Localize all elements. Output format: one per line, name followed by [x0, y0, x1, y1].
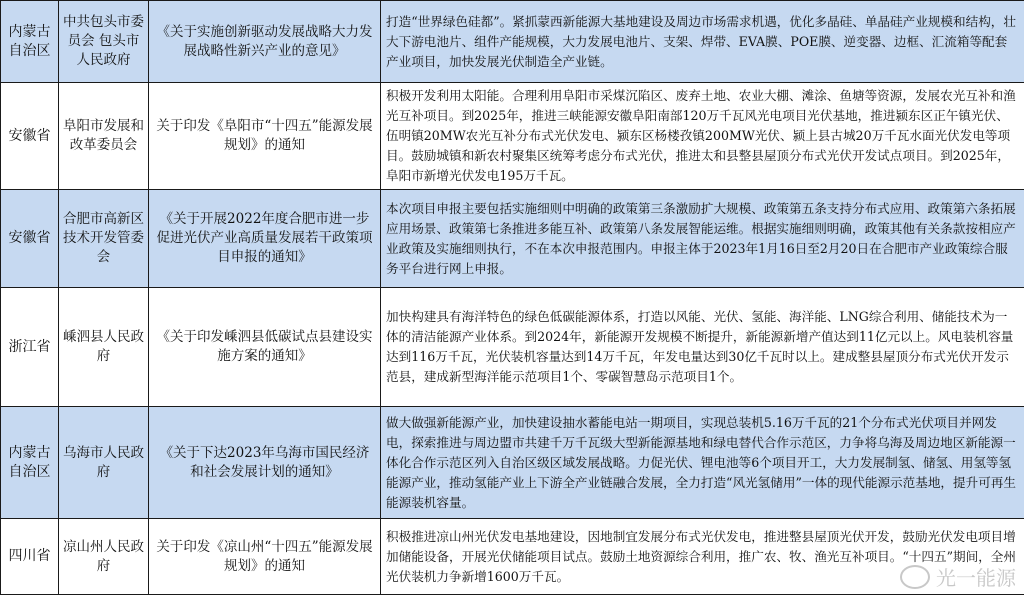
document-cell: 《关于开展2022年度合肥市进一步促进光伏产业高质量发展若干政策项目申报的通知》 [149, 190, 381, 288]
province-cell: 内蒙古自治区 [1, 407, 59, 519]
issuer-cell: 乌海市人民政府 [59, 407, 149, 519]
issuer-cell: 嵊泗县人民政府 [59, 288, 149, 407]
table-row [1, 1, 1024, 83]
province-cell: 内蒙古自治区 [1, 1, 59, 83]
weibo-icon [900, 565, 930, 589]
table-row [1, 519, 1024, 595]
watermark [900, 562, 1016, 591]
content-cell: 做大做强新能源产业，加快建设抽水蓄能电站一期项目，实现总装机5.16万千瓦的21个分布式光伏项目并网发电，探索推进与周边盟市共建千万千瓦级大型新能源基地和绿电替代合作示范区，力争将乌海及周边地区新能源一体化合作示范区列入自治区级区域发展战略。力促光伏、锂电池等6个项目开工，大力发展制氢、储氢、用氢等氢能源产业，推动氢能产业上下游全产业链融合发展，全力打造“风光氢储用”一体的现代能源示范基地，提升可再生能源装机容量。 [381, 407, 1024, 519]
content-cell: 积极推进凉山州光伏发电基地建设，因地制宜发展分布式光伏发电，推进整县屋顶光伏开发，鼓励光伏发电项目增加储能设备，开展光伏储能项目试点。鼓励土地资源综合利用，推广农、牧、渔光互补项目。“十四五”期间，全州光伏装机力争新增1600万千瓦。 [381, 519, 1024, 595]
document-cell: 关于印发《凉山州“十四五”能源发展规划》的通知 [149, 519, 381, 595]
content-cell: 加快构建具有海洋特色的绿色低碳能源体系，打造以风能、光伏、氢能、海洋能、LNG综合利用、储能技术为一体的清洁能源产业体系。到2024年，新能源开发规模不断提升，新能源新增产值达到11亿元以上。风电装机容量达到116万千瓦，光伏装机容量达到14万千瓦，年发电量达到30亿千瓦时以上。建成整县屋顶分布式光伏开发示范县，建成新型海洋能示范项目1个、零碳智慧岛示范项目1个。 [381, 288, 1024, 407]
table-row [1, 288, 1024, 407]
table-row [1, 83, 1024, 190]
issuer-cell: 凉山州人民政府 [59, 519, 149, 595]
province-cell: 安徽省 [1, 83, 59, 190]
province-cell: 四川省 [1, 519, 59, 595]
content-cell: 本次项目申报主要包括实施细则中明确的政策第三条激励扩大规模、政策第五条支持分布式应用、政策第六条拓展应用场景、政策第七条推进多能互补、政策第八条发展智能运维。根据实施细则明确，政策其他有关条款按相应产业政策及实施细则执行，不在本次申报范围内。申报主体于2023年1月16日至2月20日在合肥市产业政策综合服务平台进行网上申报。 [381, 190, 1024, 288]
document-cell: 《关于印发嵊泗县低碳试点县建设实施方案的通知》 [149, 288, 381, 407]
content-cell: 积极开发利用太阳能。合理利用阜阳市采煤沉陷区、废弃土地、农业大棚、滩涂、鱼塘等资源，发展农光互补和渔光互补项目。到2025年，推进三峡能源安徽阜阳南部120万千瓦风光电项目光伏基地，推进颍东区正午镇光伏、伍明镇20MW农光互补分布式光伏发电、颍东区杨楼孜镇200MW光伏、颍上县古城20万千瓦水面光伏发电等项目。鼓励城镇和新农村聚集区统筹考虑分布式光伏，推进太和县整县屋顶分布式光伏开发试点项目。到2025年，阜阳市新增光伏发电195万千瓦。 [381, 83, 1024, 190]
issuer-cell: 阜阳市发展和改革委员会 [59, 83, 149, 190]
table-row [1, 190, 1024, 288]
issuer-cell: 中共包头市委员会 包头市人民政府 [59, 1, 149, 83]
table-row [1, 407, 1024, 519]
province-cell: 安徽省 [1, 190, 59, 288]
content-cell: 打造“世界绿色硅都”。紧抓蒙西新能源大基地建设及周边市场需求机遇，优化多晶硅、单晶硅产业规模和结构，壮大下游电池片、组件产能规模，大力发展电池片、支架、焊带、EVA膜、POE膜、逆变器、边框、汇流箱等配套产业项目，加快发展光伏制造全产业链。 [381, 1, 1024, 83]
document-cell: 《关于下达2023年乌海市国民经济和社会发展计划的通知》 [149, 407, 381, 519]
issuer-cell: 合肥市高新区技术开发管委会 [59, 190, 149, 288]
watermark-text: 光一能源 [936, 566, 1016, 590]
document-cell: 关于印发《阜阳市“十四五”能源发展规划》的通知 [149, 83, 381, 190]
document-cell: 《关于实施创新驱动发展战略大力发展战略性新兴产业的意见》 [149, 1, 381, 83]
province-cell: 浙江省 [1, 288, 59, 407]
